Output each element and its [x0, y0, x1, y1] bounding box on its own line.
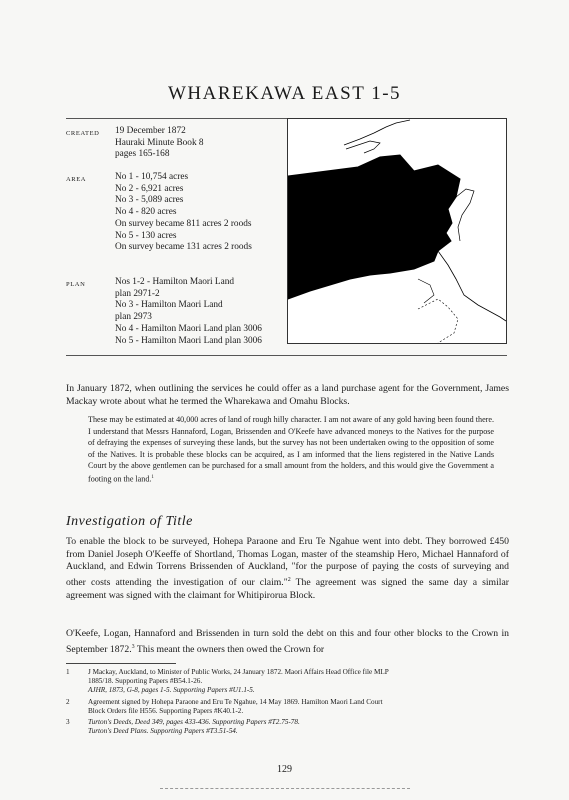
area-values [115, 172, 305, 254]
map-drawing [288, 119, 506, 343]
footnote-number: 3 [66, 718, 70, 726]
plan-line: plan 2973 [115, 312, 152, 323]
footnote-line: AJHR, 1873, G-8, pages 1-5. Supporting Papers #U1.1-5. [88, 686, 255, 695]
footnote-rule [66, 663, 176, 664]
location-map [287, 118, 507, 344]
page-title: WHAREKAWA EAST 1-5 [167, 83, 402, 104]
plan-values [115, 277, 305, 347]
created-date: 19 December 1872 [115, 126, 186, 136]
plan-line: No 5 - Hamilton Maori Land plan 3006 [115, 335, 262, 346]
footnote-number: 2 [66, 698, 70, 706]
map-coastline [438, 251, 506, 321]
plan-line: No 4 - Hamilton Maori Land plan 3006 [115, 323, 262, 334]
map-coastline [456, 189, 474, 241]
map-block-area [288, 155, 460, 299]
plan-line: Nos 1-2 - Hamilton Maori Land [115, 277, 235, 287]
area-line: No 1 - 10,754 acres [115, 172, 189, 182]
footnote-ref: 3 [131, 643, 135, 650]
paragraph-text: To enable the block to be surveyed, Hohepa Paraone and Eru Te Ngahue went into debt. They borrowed £450 from Daniel Joseph O'Keeffe of Shortland, Thomas Logan, master of the steamship Hero, Michael Hannaford of Auckland, and Edwin Torrens Brissenden of Auckland, "for the purpose of paying the costs of surveying and other costs attending the investigation of our claim." [66, 536, 509, 589]
section-rule [66, 355, 507, 356]
section-heading: Investigation of Title [66, 514, 193, 529]
page-number: 129 [277, 764, 292, 775]
footnote-line: Block Orders file H556. Supporting Papers #K40.1-2. [88, 707, 244, 716]
borrowing-paragraph [66, 536, 509, 602]
created-pages: pages 165-168 [115, 149, 170, 160]
area-line: No 2 - 6,921 acres [115, 183, 184, 194]
map-peninsula [346, 141, 380, 153]
footnote-line: J Mackay, Auckland, to Minister of Public Works, 24 January 1872. Maori Affairs Head Office file MLP [88, 668, 389, 676]
map-boundary [418, 279, 434, 303]
area-line: On survey became 811 acres 2 roods [115, 218, 252, 229]
created-values [115, 126, 305, 161]
area-line: On survey became 131 acres 2 roods [115, 242, 252, 253]
map-boundary [418, 299, 458, 343]
area-line: No 4 - 820 acres [115, 207, 177, 218]
plan-label: PLAN [66, 281, 86, 288]
created-minute-book: Hauraki Minute Book 8 [115, 137, 204, 148]
footnote-line: Turton's Deed Plans. Supporting Papers #T3.51-54. [88, 727, 238, 736]
bottom-border [160, 788, 410, 789]
sale-paragraph [66, 628, 509, 656]
plan-line: No 3 - Hamilton Maori Land [115, 300, 223, 311]
area-label: AREA [66, 176, 87, 183]
area-line: No 5 - 130 acres [115, 230, 177, 241]
created-label: CREATED [66, 130, 100, 137]
paragraph-text: The agreement was signed the same day a similar agreement was signed with the claimant for Whitipirorua Block. [66, 577, 509, 601]
footnote-number: 1 [66, 668, 70, 676]
footnote-line: Agreement signed by Hohepa Paraone and Eru Te Ngahue, 14 May 1869. Hamilton Maori Land Court [88, 698, 383, 706]
footnote-ref: 2 [287, 576, 291, 583]
plan-line: plan 2971-2 [115, 288, 160, 299]
paragraph-text: This meant the owners then owed the Crown for [134, 643, 325, 655]
map-peninsula [344, 120, 410, 145]
mackay-quote [88, 414, 494, 485]
footnote-line: 1885/18. Supporting Papers #B54.1-26. [88, 677, 203, 686]
footnote-line: Turton's Deeds, Deed 349, pages 433-436. Supporting Papers #T2.75-78. [88, 718, 300, 726]
footnote-ref: 1 [151, 474, 154, 480]
quote-text: These may be estimated at 40,000 acres of land of rough hilly character. I am not aware of any gold having been found there. I understand that Messrs Hannaford, Logan, Brissenden and O'Keefe have advanced moneys to the Natives for the purpose of defraying the expenses of surveying these lands, but the survey has not been undertaken owing to the opposition of some of the Natives. It is probable these blocks can be acquired, as I am informed that the liens registered in the Native Lands Court by the above gentlemen can be purchased for a small amount from the holders, and this would give the Government a footing on the land. [88, 415, 494, 484]
paragraph-text: O'Keefe, Logan, Hannaford and Brissenden in turn sold the debt on this and four other blocks to the Crown in September 1872. [66, 628, 509, 655]
intro-paragraph: In January 1872, when outlining the services he could offer as a land purchase agent for the Government, James Mackay wrote about what he termed the Wharekawa and Omahu Blocks. [66, 383, 509, 407]
area-line: No 3 - 5,089 acres [115, 195, 184, 206]
